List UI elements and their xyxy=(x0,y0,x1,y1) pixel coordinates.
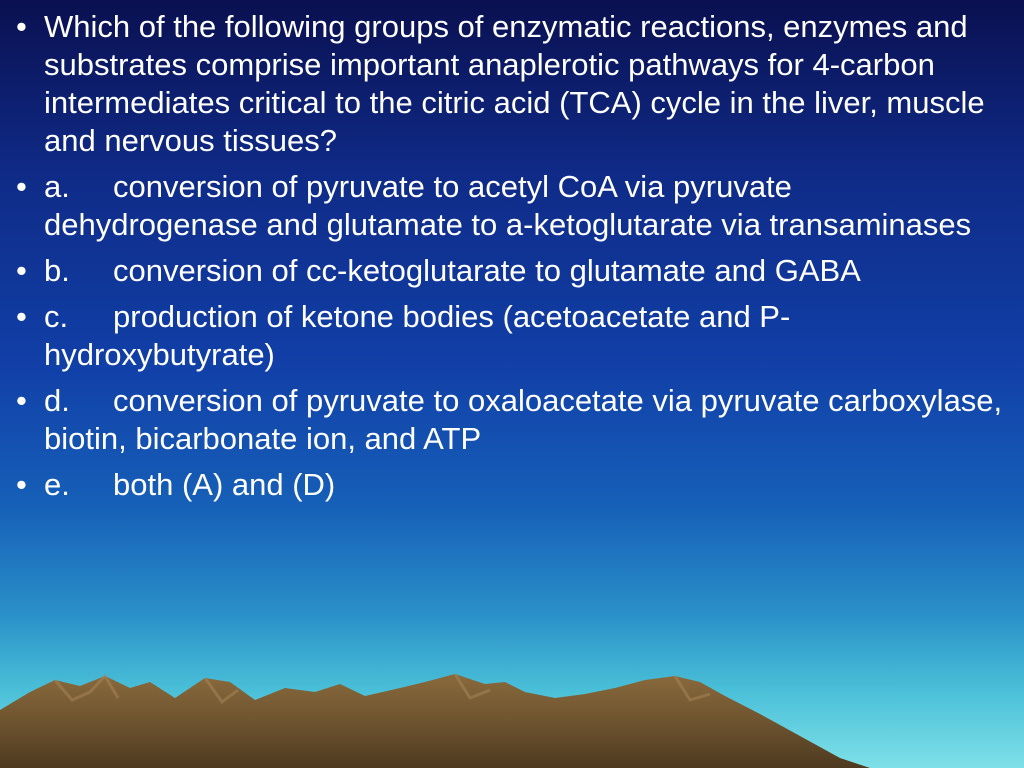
option-text: conversion of pyruvate to oxaloacetate via pyruvate carboxylase, biotin, bicarbonate ion, and ATP xyxy=(44,383,1003,456)
option-b xyxy=(16,252,1012,290)
option-c xyxy=(16,298,1012,374)
option-text: conversion of cc-ketoglutarate to glutamate and GABA xyxy=(113,253,861,288)
option-label: e. xyxy=(44,467,70,502)
bullet-icon: • xyxy=(16,383,27,418)
option-label: c. xyxy=(44,299,69,334)
bullet-icon: • xyxy=(16,169,27,204)
option-label: b. xyxy=(44,253,70,288)
bullet-list xyxy=(16,8,1012,504)
mountain-landscape xyxy=(0,640,1024,768)
option-text: both (A) and (D) xyxy=(113,467,336,502)
option-label: a. xyxy=(44,169,70,204)
option-e xyxy=(16,466,1012,504)
option-d xyxy=(16,382,1012,458)
option-text: conversion of pyruvate to acetyl CoA via pyruvate dehydrogenase and glutamate to a-ketoglutarate via transaminases xyxy=(44,169,972,242)
bullet-icon: • xyxy=(16,467,27,502)
option-text: production of ketone bodies (acetoacetate and P-hydroxybutyrate) xyxy=(44,299,791,372)
option-label: d. xyxy=(44,383,70,418)
mountain-range xyxy=(0,674,870,768)
slide-content xyxy=(16,8,1012,512)
question-text: Which of the following groups of enzymatic reactions, enzymes and substrates comprise important anaplerotic pathways for 4-carbon intermediates critical to the citric acid (TCA) cycle in the liver, muscle and nervous tissues? xyxy=(44,9,985,158)
bullet-icon: • xyxy=(16,9,27,44)
option-a xyxy=(16,168,1012,244)
question-item xyxy=(16,8,1012,160)
bullet-icon: • xyxy=(16,299,27,334)
bullet-icon: • xyxy=(16,253,27,288)
